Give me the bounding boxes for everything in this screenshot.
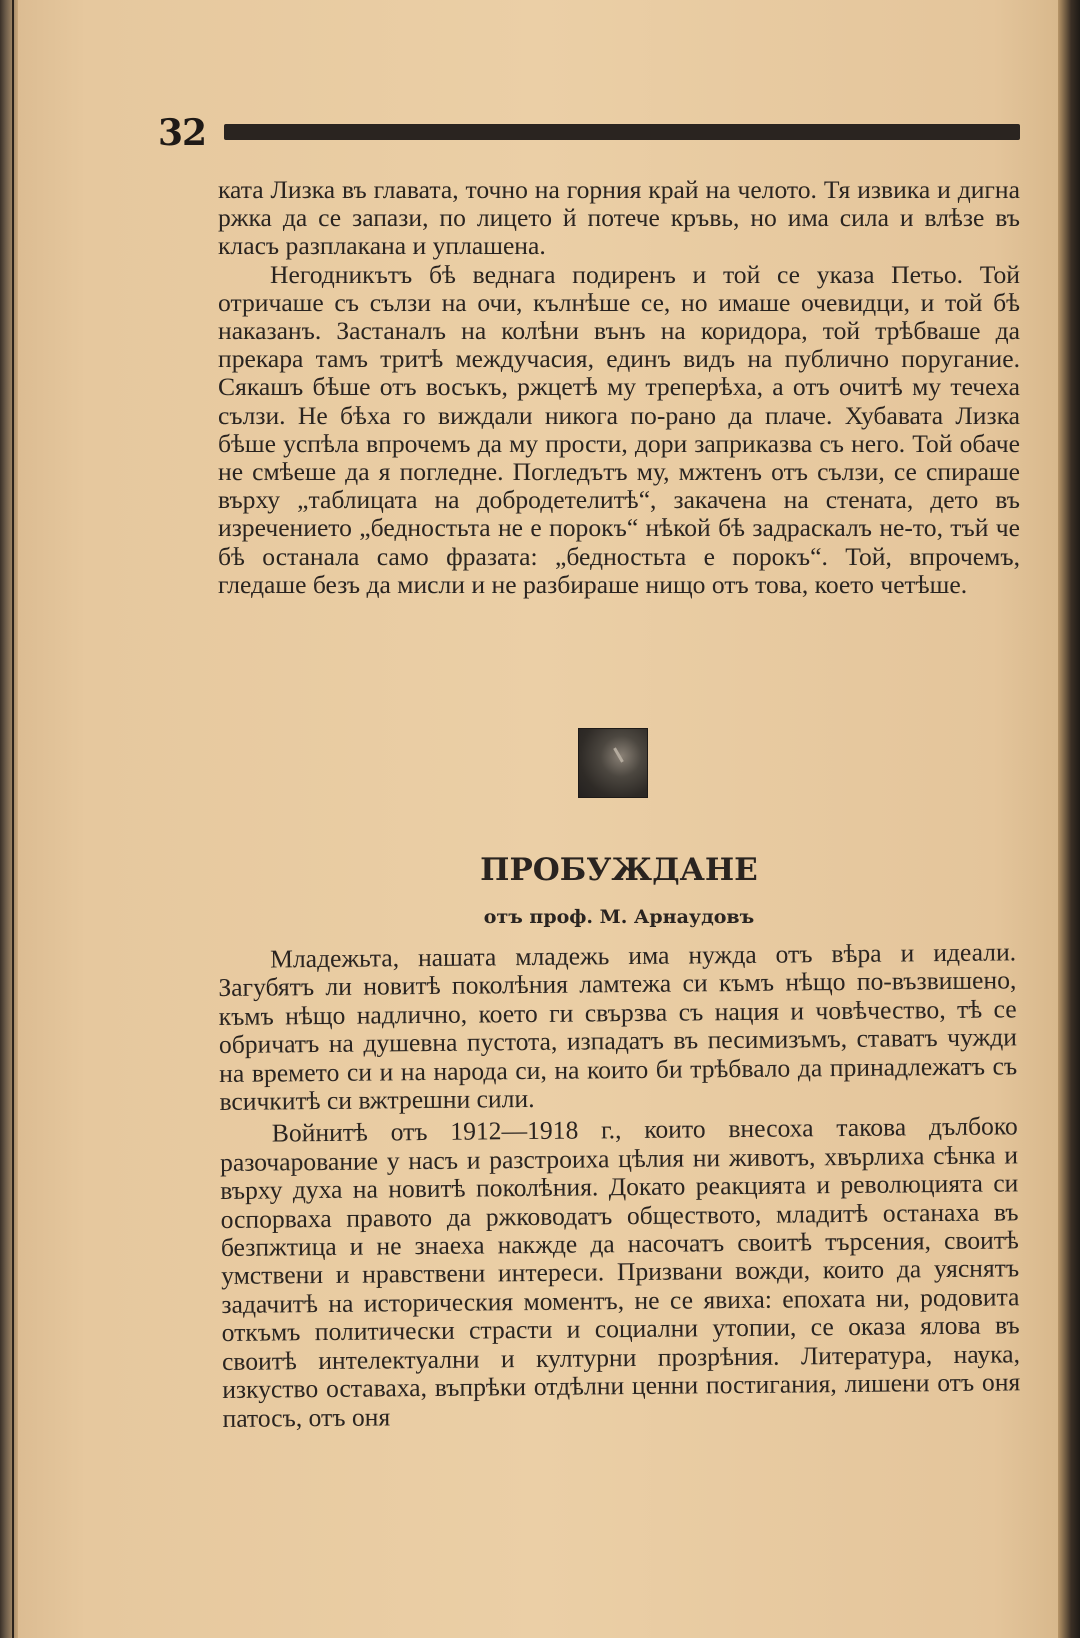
- paragraph: ката Лизка въ главата, точно на горния край на челото. Тя извика и дигна ржка да се запази, по лицето й потече кръвь, но има сила и влѣзе въ класъ разплакана и уплашена.: [218, 175, 1020, 261]
- article-body: [218, 938, 1021, 1433]
- paragraph: Младежьта, нашата младежь има нужда отъ вѣра и идеали. Загубятъ ли новитѣ поколѣния ламтежа си къмъ нѣщо по-възвишено, къмъ нѣщо надлично, което ги свързва съ нация и човѣчество, тѣ се обричатъ на душевна пустота, изпадатъ въ песимизъмъ, ставатъ чужди на времето си и на народа си, на които би трѣбвало да принадлежатъ съ всичкитѣ си вжтрешни сили.: [218, 937, 1018, 1117]
- article-author: отъ проф. М. Арнаудовъ: [483, 906, 755, 928]
- ornament-spark: [613, 747, 624, 762]
- ornament-icon: [578, 728, 648, 798]
- paragraph: Войнитѣ отъ 1912—1918 г., които внесоха такова дълбоко разочарование у насъ и разстроиха цѣлия ни животъ, хвърлиха сѣнка и върху духа на новитѣ поколѣния. Докато реакцията и революцията си оспорваха правото да ржководатъ обществото, младитѣ останаха въ безпжтица и не знаеха накжде да насочатъ своитѣ търсения, своитѣ умствени и нравствени интереси. Призвани вожди, които да уяснятъ задачитѣ на историческия моментъ, не се явиха: епохата ни, родовита откъмъ политически страсти и социални утопии, се оказа ялова въ своитѣ интелектуални и културни прозрѣния. Литература, наука, изкуство оставаха, въпрѣки отдѣлни ценни постигания, лишени отъ оня патосъ, отъ оня: [219, 1111, 1021, 1433]
- header-rule: [224, 124, 1020, 140]
- page-edge-shadow: [1058, 0, 1080, 1638]
- article-title: ПРОБУЖДАНЕ: [480, 852, 758, 888]
- book-spine-shadow: [0, 0, 18, 1638]
- binding-line: [12, 0, 14, 1638]
- continued-text: [218, 176, 1020, 599]
- paragraph: Негодникътъ бѣ веднага подиренъ и той се указа Петьо. Той отричаше съ сълзи на очи, кълнѣше се, но имаше очевидци, и той бѣ наказанъ. Застаналъ на колѣни вънъ на коридора, той трѣбваше да прекара тамъ тритѣ междучасия, единъ видъ на публично поругание. Сякашъ бѣше отъ восъкъ, ржцетѣ му треперѣха, а отъ очитѣ му течеха сълзи. Не бѣха го виждали никога по-рано да плаче. Хубавата Лизка бѣше успѣла впрочемъ да му прости, дори заприказва съ него. Той обаче не смѣеше да я погледне. Погледътъ му, мжтенъ отъ сълзи, се спираше върху „таблицата на добродетелитѣ“, закачена на стената, дето въ изречението „бедностьта не е порокъ“ нѣкой бѣ задраскалъ не-то, тъй че бѣ останала само фразата: „бедностьта е порокъ“. Той, впрочемъ, гледаше безъ да мисли и не разбираше нищо отъ това, което четѣше.: [218, 259, 1020, 599]
- page-number: 32: [158, 112, 207, 154]
